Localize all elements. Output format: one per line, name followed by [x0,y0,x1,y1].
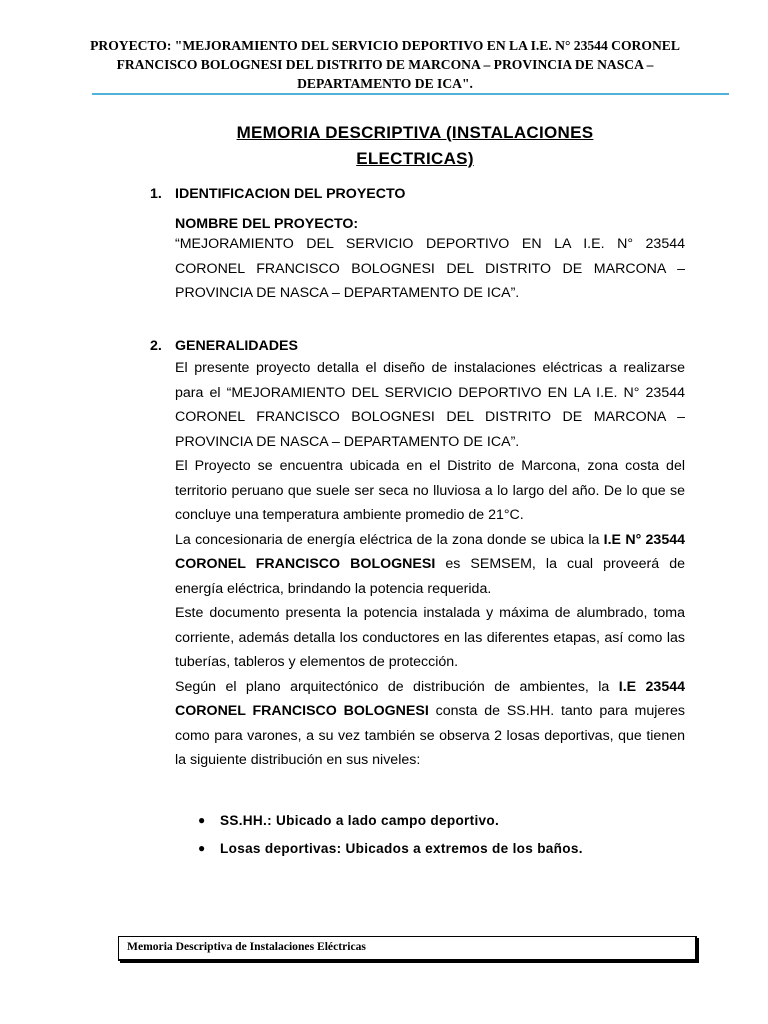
section-identificacion [150,186,690,306]
section-generalidades [150,338,690,773]
section-heading [150,338,690,354]
institution-name: I.E N° 23544 CORONEL FRANCISCO BOLOGNESI [175,531,685,572]
header-divider [92,93,729,95]
footer-text: Memoria Descriptiva de Instalaciones Eléctricas [127,940,366,953]
document-title-line-2: ELECTRICAS) [356,149,474,168]
document-title-line-1: MEMORIA DESCRIPTIVA (INSTALACIONES [236,123,594,142]
project-name-heading: NOMBRE DEL PROYECTO: [175,216,359,232]
section-title: IDENTIFICACION DEL PROYECTO [175,186,406,202]
header-line-1: PROYECTO: "MEJORAMIENTO DEL SERVICIO DEPORTIVO EN LA I.E. N° 23544 CORONEL [90,38,680,53]
list-item-text: Losas deportivas: Ubicados a extremos de los baños. [220,840,583,856]
bullet-icon: ● [198,841,206,855]
paragraph-location: El Proyecto se encuentra ubicada en el Distrito de Marcona, zona costa del territorio peruano que suele ser seca no lluviosa a lo largo del año. De lo que se concluye una temperatura ambiente promedio de 21°C. [175,458,685,523]
institution-name: I.E 23544 CORONEL FRANCISCO BOLOGNESI [175,678,685,719]
section-heading [150,186,690,202]
list-item [198,806,583,834]
header-line-2: FRANCISCO BOLOGNESI DEL DISTRITO DE MARCONA – PROVINCIA DE NASCA – [116,57,654,72]
paragraph-scope: Este documento presenta la potencia instalada y máxima de alumbrado, toma corriente, además detalla los conductores en las diferentes etapas, así como las tuberías, tableros y elementos de protección. [175,605,685,670]
paragraph-distribution [175,675,685,773]
text-run: La concesionaria de energía eléctrica de la zona donde se ubica la [175,531,604,548]
list-item [198,834,583,862]
project-header [40,36,730,93]
project-name-text: “MEJORAMIENTO DEL SERVICIO DEPORTIVO EN LA I.E. N° 23544 CORONEL FRANCISCO BOLOGNESI DEL DISTRITO DE MARCONA – PROVINCIA DE NASCA – DEPARTAMENTO DE ICA”. [175,236,685,301]
list-item-text: SS.HH.: Ubicado a lado campo deportivo. [220,812,500,828]
document-title [150,120,680,172]
text-run: es SEMSEM, la cual proveerá de energía eléctrica, brindando la potencia requerida. [175,556,685,597]
section-number: 2. [150,338,162,354]
section-number: 1. [150,186,162,202]
section-title: GENERALIDADES [175,338,298,354]
distribution-list [198,806,583,862]
bullet-icon: ● [198,813,206,827]
header-line-3: DEPARTAMENTO DE ICA". [297,76,473,91]
text-run: consta de SS.HH. tanto para mujeres como para varones, a su vez también se observa 2 losas deportivas, que tienen la siguiente distribución en sus niveles: [175,703,685,768]
paragraph-intro: El presente proyecto detalla el diseño de instalaciones eléctricas a realizarse para el “MEJORAMIENTO DEL SERVICIO DEPORTIVO EN LA I.E. N° 23544 CORONEL FRANCISCO BOLOGNESI DEL DISTRITO DE MARCONA – PROVINCIA DE NASCA – DEPARTAMENTO DE ICA”. [175,360,685,450]
page-footer [118,936,697,961]
paragraph-concesionaria [175,528,685,602]
text-run: Según el plano arquitectónico de distribución de ambientes, la [175,678,619,695]
